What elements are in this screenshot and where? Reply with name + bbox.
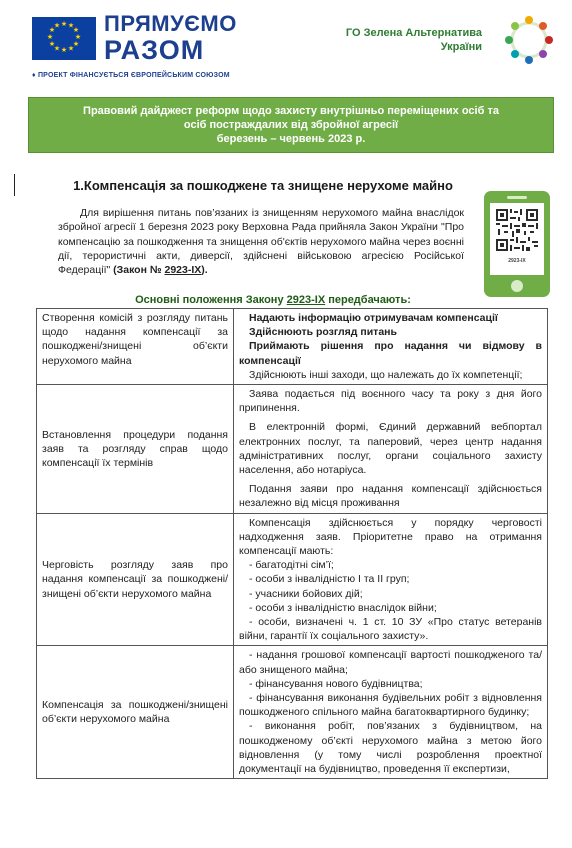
detail-line: - фінансування нового будівництва; [249,677,423,690]
intro-text: Для вирішення питань пов’язаних із знищенням нерухомого майна внаслідок збройної агресії 1 березня 2023 року Верховна Рада прийняла Закон України "Про компенсацію за пошкодження та знищення об'єктів нерухомого майна через воєнні дії, терористичні акти, диверсії, здійснені військовою агресією Російської Федерації" [58,207,464,277]
phone-qr-icon [484,191,550,297]
detail-line: - особи з інвалідністю I та II груп; [249,573,410,586]
org-name-line2: України [440,41,482,53]
table-heading-law-link[interactable]: 2923-IX [286,294,326,306]
row-details [234,513,548,646]
svg-text:★: ★ [53,44,61,53]
svg-text:★: ★ [48,26,56,34]
detail-line: - надання грошової компенсації вартості пошкодженого та/або знищеного майна; [239,649,542,676]
digest-banner [28,97,554,153]
org-name [332,26,482,54]
row-topic: Створення комісій з розгляду питань щодо надання компенсації за пошкоджені/знищені об’єкти нерухомого майна [37,309,234,385]
row-topic: Черговість розгляду заяв про надання компенсації за пошкоджені/знищені об’єкти нерухомого майна [37,513,234,646]
law-number-link[interactable]: 2923-IX [164,264,202,277]
table-heading [58,294,488,306]
qr-code-icon [490,203,544,257]
intro-paragraph [58,206,464,277]
detail-line: Приймають рішення про надання чи відмову в компенсації [239,340,542,367]
detail-line: - особи з інвалідністю внаслідок війни; [249,601,437,614]
detail-line: Компенсація здійснюється у порядку черговості надходження заяв. Пріоритетне право на отримання компенсації мають: [239,516,542,558]
provisions-table [36,308,548,779]
brand-title-line2: РАЗОМ [104,35,205,65]
org-name-line1: ГО Зелена Альтернатива [345,27,482,39]
svg-text:★: ★ [60,46,68,54]
table-row [37,309,548,385]
section-title: 1.Компенсація за пошкоджене та знищене нерухоме майно [73,178,453,193]
banner-line2: осіб постраждалих від збройної агресії [183,119,399,131]
banner-line3: березень – червень 2023 р. [216,133,366,145]
svg-text:★: ★ [60,20,68,28]
org-logo-icon [503,14,555,66]
phone-home-button [511,280,523,292]
phone-speaker [507,196,527,199]
table-row [37,385,548,514]
eu-funding-note [32,72,230,79]
table-row [37,646,548,779]
table-heading-prefix: Основні положення Закону [135,294,287,306]
detail-line: Заява подається під воєнного часу та року з дня його припинення. [239,388,542,415]
detail-line: Надають інформацію отримувачам компенсації [249,312,498,324]
detail-line: - учасники бойових дій; [249,587,363,600]
detail-line: - виконання робіт, пов’язаних з будівництвом, на пошкодженому об’єкті нерухомого майна з метою його відновлення (у тому числі розроблення проектної документації на будівництво, проведення її експертизи, [239,720,542,776]
phone-screen [490,203,544,275]
law-prefix: (Закон № [113,264,165,277]
eu-funding-text: ПРОЕКТ ФІНАНСУЄТЬСЯ ЄВРОПЕЙСЬКИМ СОЮЗОМ [37,72,230,79]
detail-line: Подання заяви про надання компенсації здійснюється незалежно від місця проживання [239,483,542,510]
detail-line: Здійснюють інші заходи, що належать до їх компетенції; [249,368,523,381]
svg-text:★: ★ [72,26,80,34]
svg-text:★: ★ [67,44,75,53]
table-row [37,513,548,646]
row-topic: Встановлення процедури подання заяв та розгляду справ щодо компенсації їх термінів [37,385,234,514]
detail-line: - фінансування виконання будівельних робіт з відновлення пошкодженого спільного майна багатоквартирного будинку; [239,692,542,719]
svg-text:★: ★ [72,40,80,48]
row-details [234,646,548,779]
detail-line: В електронній формі, Єдиний державний вебпортал електронних послуг, та паперовий, через центр надання адміністративних послуг, органи соціального захисту населення, або нотаріуса. [239,421,542,477]
row-topic: Компенсація за пошкоджені/знищені об’єкти нерухомого майна [37,646,234,779]
banner-line1: Правовий дайджест реформ щодо захисту внутрішньо переміщених осіб та [83,105,499,117]
svg-text:★: ★ [48,40,56,48]
row-details [234,309,548,385]
row-details [234,385,548,514]
qr-label: 2923-IX [508,258,526,264]
detail-line: - багатодітні сім’ї; [249,559,334,572]
table-heading-suffix: передбачають: [325,294,411,306]
law-suffix: ). [201,264,208,277]
svg-text:★: ★ [74,33,82,41]
svg-text:★: ★ [53,21,61,30]
svg-text:★: ★ [67,21,75,30]
detail-line: - особи, визначені ч. 1 ст. 10 ЗУ «Про статус ветеранів війни, гарантії їх соціального захисту». [239,616,542,643]
arrow-icon: ♦ [32,72,36,79]
text-cursor [14,174,15,196]
brand-title-line1: ПРЯМУЄМО [104,11,237,36]
detail-line: Здійснюють розгляд питань [249,326,397,339]
svg-text:★: ★ [46,33,54,41]
eu-flag-icon [32,17,96,60]
